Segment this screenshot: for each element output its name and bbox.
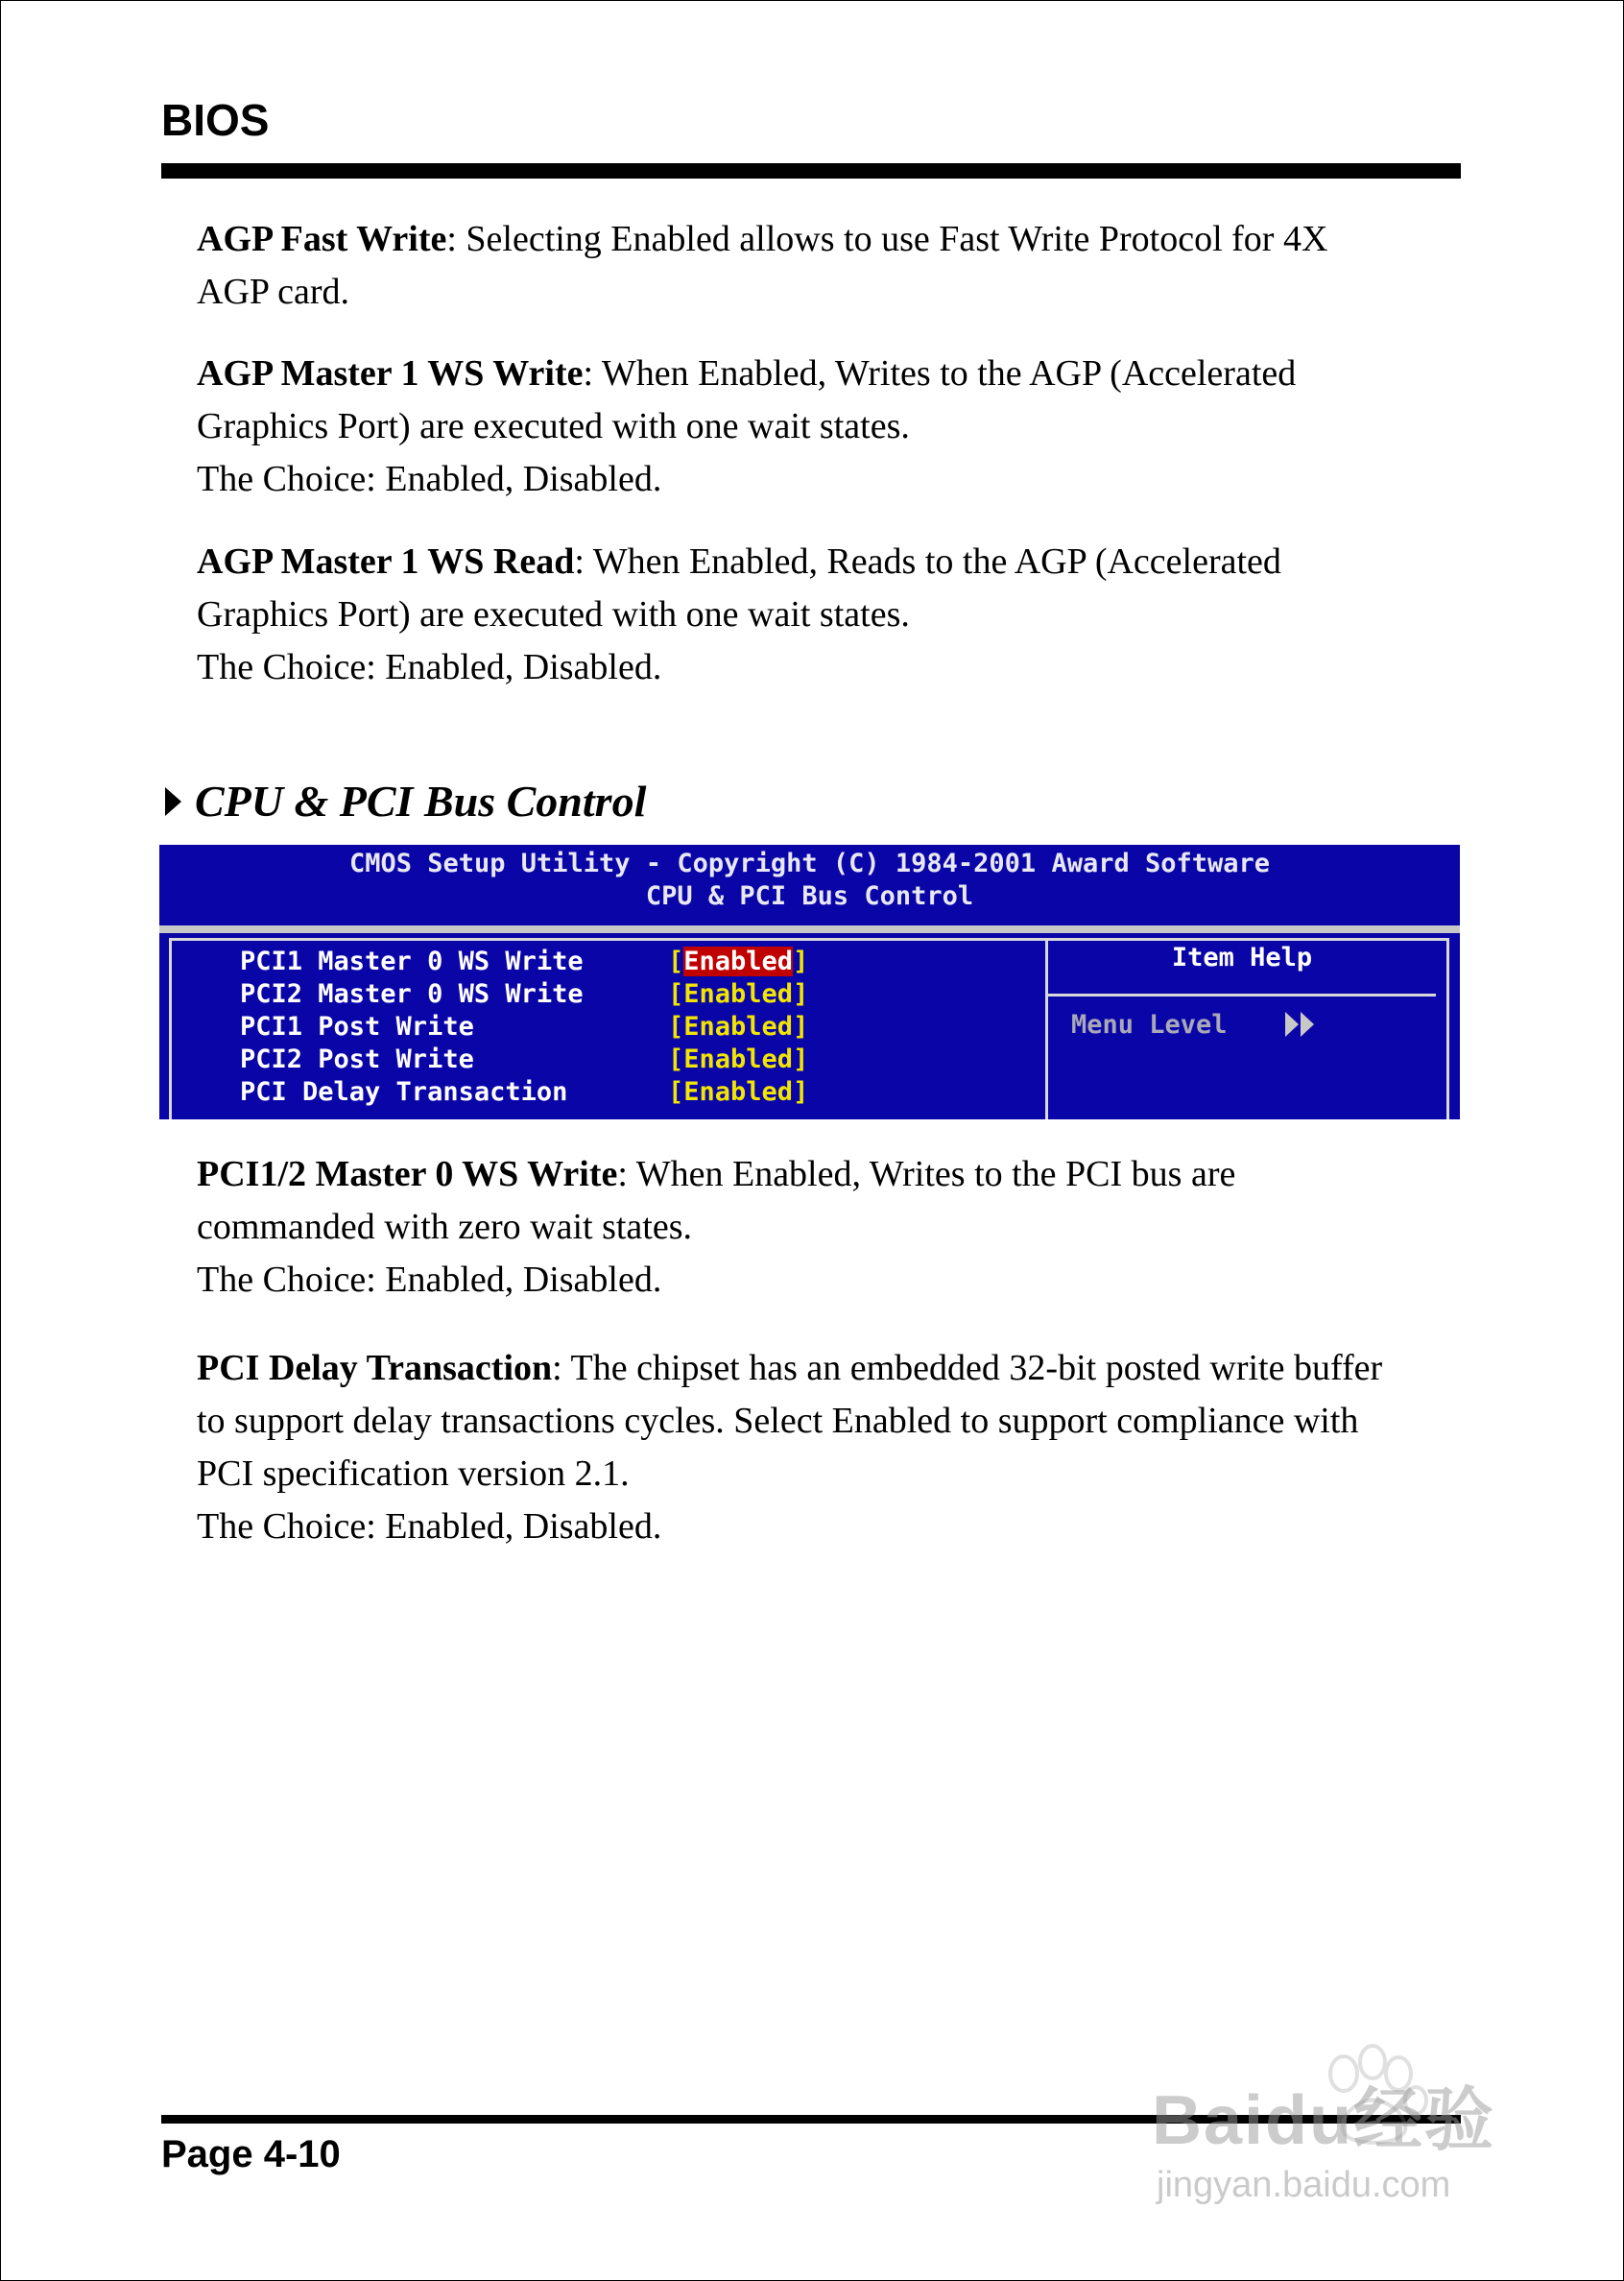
- text-line: to support delay transactions cycles. Select Enabled to support compliance with: [197, 1401, 1359, 1441]
- triangle-bullet-icon: [165, 787, 181, 816]
- text-line: The Choice: Enabled, Disabled.: [197, 1260, 662, 1300]
- bios-row-value[interactable]: [Enabled]: [668, 1044, 809, 1074]
- menu-level-label: Menu Level: [1071, 1010, 1228, 1040]
- bios-row-label: PCI1 Post Write: [240, 1012, 474, 1042]
- text-line: : When Enabled, Writes to the PCI bus are: [617, 1154, 1236, 1194]
- text-line: The Choice: Enabled, Disabled.: [197, 1506, 662, 1547]
- bios-separator: [159, 925, 1460, 933]
- term: AGP Master 1 WS Write: [197, 353, 584, 394]
- term: AGP Fast Write: [197, 219, 447, 259]
- section-title: CPU & PCI Bus Control: [195, 777, 647, 826]
- paragraph-agp-master-ws-write: [197, 348, 1464, 506]
- term: PCI Delay Transaction: [197, 1348, 553, 1388]
- bios-row-label: PCI1 Master 0 WS Write: [240, 947, 584, 976]
- text-line: Graphics Port) are executed with one wait states.: [197, 406, 910, 446]
- term: PCI1/2 Master 0 WS Write: [197, 1154, 618, 1194]
- text-line: commanded with zero wait states.: [197, 1207, 693, 1247]
- paragraph-pci-master-ws-write: [197, 1148, 1464, 1307]
- text-line: The Choice: Enabled, Disabled.: [197, 459, 662, 499]
- page-header: BIOS: [161, 95, 270, 145]
- bios-row-value[interactable]: [Enabled]: [668, 1012, 809, 1042]
- text-line: : When Enabled, Writes to the AGP (Accelerated: [583, 353, 1297, 394]
- text-line: AGP card.: [197, 272, 349, 312]
- page-number: Page 4-10: [161, 2133, 341, 2175]
- watermark-logo: Baidu经验: [1152, 2082, 1496, 2159]
- text-line: : Selecting Enabled allows to use Fast Write Protocol for 4X: [446, 219, 1328, 259]
- bios-row-label: PCI2 Master 0 WS Write: [240, 979, 584, 1009]
- text-line: The Choice: Enabled, Disabled.: [197, 647, 662, 687]
- paragraph-agp-fast-write: [197, 213, 1464, 319]
- bios-title-line2: CPU & PCI Bus Control: [645, 881, 974, 911]
- bios-row-label: PCI Delay Transaction: [240, 1077, 568, 1107]
- bios-row-value[interactable]: [Enabled]: [668, 947, 809, 976]
- text-line: : The chipset has an embedded 32-bit posted write buffer: [552, 1348, 1383, 1388]
- bios-row-label: PCI2 Post Write: [240, 1044, 474, 1074]
- term: AGP Master 1 WS Read: [197, 541, 575, 582]
- text-line: : When Enabled, Reads to the AGP (Accelerated: [574, 541, 1281, 582]
- text-line: PCI specification version 2.1.: [197, 1453, 630, 1494]
- watermark-url: jingyan.baidu.com: [1157, 2165, 1451, 2205]
- bios-row-value[interactable]: [Enabled]: [668, 979, 809, 1009]
- paragraph-agp-master-ws-read: [197, 536, 1464, 694]
- paragraph-pci-delay-transaction: [197, 1342, 1464, 1553]
- header-rule: [161, 163, 1461, 179]
- help-divider: [1048, 994, 1436, 996]
- double-arrow-icon: [1285, 1012, 1316, 1037]
- text-line: Graphics Port) are executed with one wait states.: [197, 594, 910, 635]
- item-help-title: Item Help: [1171, 943, 1313, 972]
- bios-title-line1: CMOS Setup Utility - Copyright (C) 1984-2001 Award Software: [348, 849, 1271, 878]
- section-heading: [165, 776, 646, 827]
- bios-row-value[interactable]: [Enabled]: [668, 1077, 809, 1107]
- bios-screenshot: [159, 845, 1460, 1119]
